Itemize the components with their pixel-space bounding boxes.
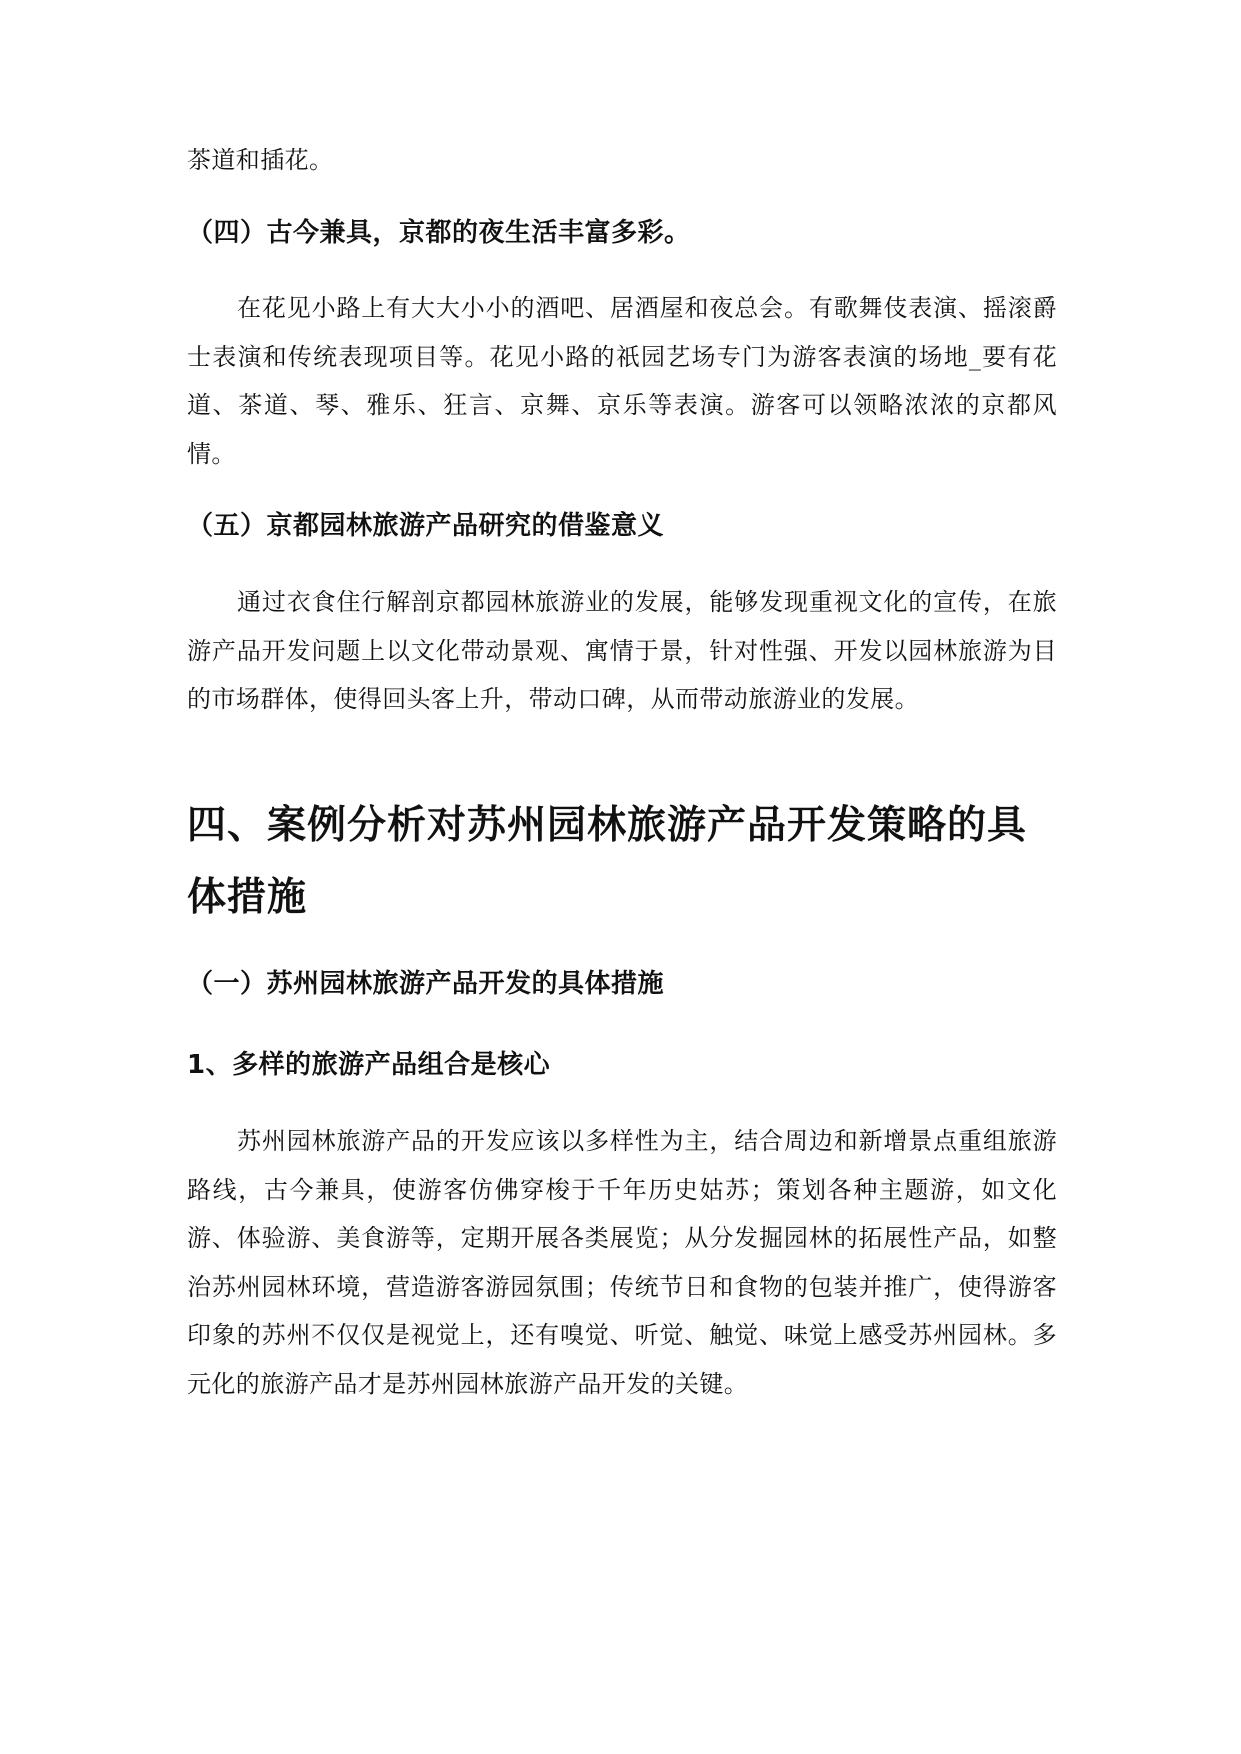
- subsection-heading-1: （一）苏州园林旅游产品开发的具体措施: [187, 969, 665, 999]
- subsection-heading-5: （五）京都园林旅游产品研究的借鉴意义: [187, 511, 665, 541]
- nightlife-paragraph: 在花见小路上有大大小小的酒吧、居酒屋和夜总会。有歌舞伎表演、摇滚爵士表演和传统表现项目等。花见小路的祇园艺场专门为游客表演的场地_要有花道、茶道、琴、雅乐、狂言、京舞、京乐等表演。游客可以领略浓浓的京都风情。: [187, 294, 1057, 468]
- continued-paragraph: 茶道和插花。: [187, 146, 334, 174]
- suzhou-paragraph: 苏州园林旅游产品的开发应该以多样性为主，结合周边和新增景点重组旅游路线，古今兼具，使游客仿佛穿梭于千年历史姑苏；策划各种主题游，如文化游、体验游、美食游等，定期开展各类展览；从分发掘园林的拓展性产品，如整治苏州园林环境，营造游客游园氛围；传统节日和食物的包装并推广，使得游客印象的苏州不仅仅是视觉上，还有嗅觉、听觉、触觉、味觉上感受苏州园林。多元化的旅游产品才是苏州园林旅游产品开发的关键。: [187, 1127, 1057, 1398]
- section-heading-4: 四、案例分析对苏州园林旅游产品开发策略的具体措施: [187, 803, 1028, 920]
- lesson-paragraph: 通过衣食住行解剖京都园林旅游业的发展，能够发现重视文化的宣传，在旅游产品开发问题上以文化带动景观、寓情于景，针对性强、开发以园林旅游为目的市场群体，使得回头客上升，带动口碑，从而带动旅游业的发展。: [187, 588, 1057, 713]
- item-heading-1: 1、多样的旅游产品组合是核心: [187, 1050, 551, 1080]
- subsection-heading-4: （四）古今兼具，京都的夜生活丰富多彩。: [187, 218, 691, 248]
